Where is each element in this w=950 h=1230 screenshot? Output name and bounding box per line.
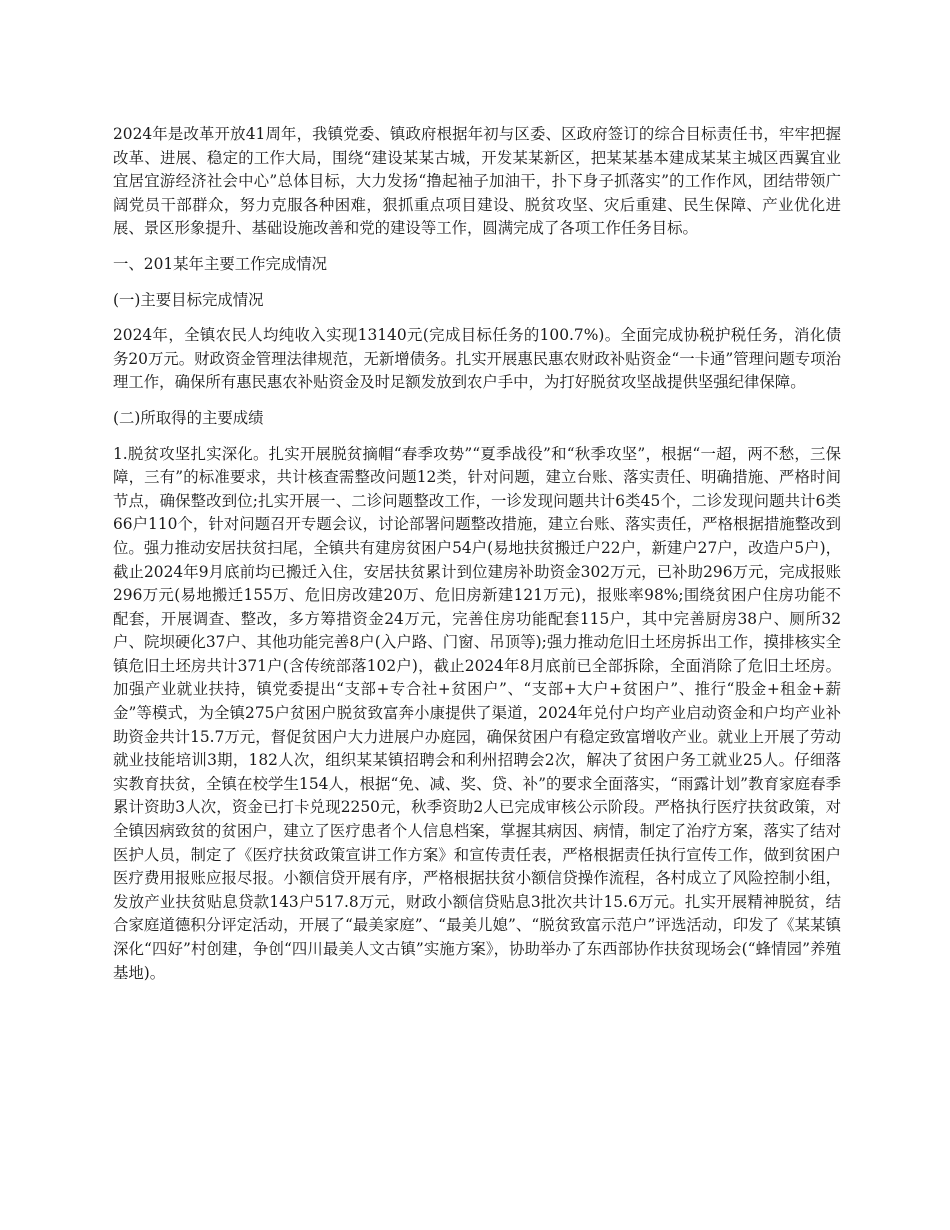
subsection-heading-1: (一)主要目标完成情况 — [113, 290, 264, 309]
section-heading-1: 一、201某年主要工作完成情况 — [113, 254, 328, 273]
intro-paragraph: 2024年是改革开放41周年，我镇党委、镇政府根据年初与区委、区政府签订的综合目标责任书，牢牢把握改革、进展、稳定的工作大局，围绕“建设某某古城，开发某某新区，把某某基本建成某某主城区西翼宜业宜居宜游经济社会中心”总体目标，大力发扬“撸起袖子加油干，扑下身子抓落实”的工作作风，团结带领广阔党员干部群众，努力克服各种困难，狠抓重点项目建设、脱贫攻坚、灾后重建、民生保障、产业优化进展、景区形象提升、基础设施改善和党的建设等工作，圆满完成了各项工作任务目标。 — [113, 125, 841, 238]
targets-paragraph: 2024年，全镇农民人均纯收入实现13140元(完成目标任务的100.7%)。全面完成协税护税任务，消化债务20万元。财政资金管理法律规范，无新增债务。扎实开展惠民惠农财政补贴资金“一卡通”管理问题专项治理工作，确保所有惠民惠农补贴资金及时足额发放到农户手中，为打好脱贫攻坚战提供坚强纪律保障。 — [113, 326, 841, 392]
poverty-alleviation-paragraph: 1.脱贫攻坚扎实深化。扎实开展脱贫摘帽“春季攻势”“夏季战役”和“秋季攻坚”，根据“一超，两不愁，三保障，三有”的标准要求，共计核查需整改问题12类，针对问题，建立台账、落实责任、明确措施、严格时间节点，确保整改到位;扎实开展一、二诊问题整改工作，一诊发现问题共计6类45个，二诊发现问题共计6类66户110个，针对问题召开专题会议，讨论部署问题整改措施，建立台账、落实责任，严格根据措施整改到位。强力推动安居扶贫扫尾，全镇共有建房贫困户54户(易地扶贫搬迁户22户，新建户27户，改造户5户)，截止2024年9月底前均已搬迁入住，安居扶贫累计到位建房补助资金302万元，已补助296万元，完成报账296万元(易地搬迁155万、危旧房改建20万、危旧房新建121万元)，报账率98%;围绕贫困户住房功能不配套，开展调查、整改，多方筹措资金24万元，完善住房功能配套115户，其中完善厨房38户、厕所32户、院坝硬化37户、其他功能完善8户(入户路、门窗、吊顶等);强力推动危旧土坯房拆出工作，摸排核实全镇危旧土坯房共计371户(含传统部落102户)，截止2024年8月底前已全部拆除，全面消除了危旧土坯房。加强产业就业扶持，镇党委提出“支部+专合社+贫困户”、“支部+大户+贫困户”、推行“股金+租金+薪金”等模式，为全镇275户贫困户脱贫致富奔小康提供了渠道，2024年兑付户均产业启动资金和户均产业补助资金共计15.7万元，督促贫困户大力进展户办庭园，确保贫困户有稳定致富增收产业。就业上开展了劳动就业技能培训3期，182人次，组织某某镇招聘会和利州招聘会2次，解决了贫困户务工就业25人。仔细落实教育扶贫，全镇在校学生154人，根据“免、减、奖、贷、补”的要求全面落实，“雨露计划”教育家庭春季累计资助3人次，资金已打卡兑现2250元，秋季资助2人已完成审核公示阶段。严格执行医疗扶贫政策，对全镇因病致贫的贫困户，建立了医疗患者个人信息档案，掌握其病因、病情，制定了治疗方案，落实了结对医护人员，制定了《医疗扶贫政策宣讲工作方案》和宣传责任表，严格根据责任执行宣传工作，做到贫困户医疗费用报账应报尽报。小额信贷开展有序，严格根据扶贫小额信贷操作流程，各村成立了风险控制小组，发放产业扶贫贴息贷款143户517.8万元，财政小额信贷贴息3批次共计15.6万元。扎实开展精神脱贫，结合家庭道德积分评定活动，开展了“最美家庭”、“最美儿媳”、“脱贫致富示范户”评选活动，印发了《某某镇深化“四好”村创建，争创“四川最美人文古镇”实施方案》，协助举办了东西部协作扶贫现场会(“蜂情园”养殖基地)。 — [113, 444, 841, 982]
subsection-heading-2: (二)所取得的主要成绩 — [113, 408, 264, 427]
document-body — [113, 123, 841, 997]
